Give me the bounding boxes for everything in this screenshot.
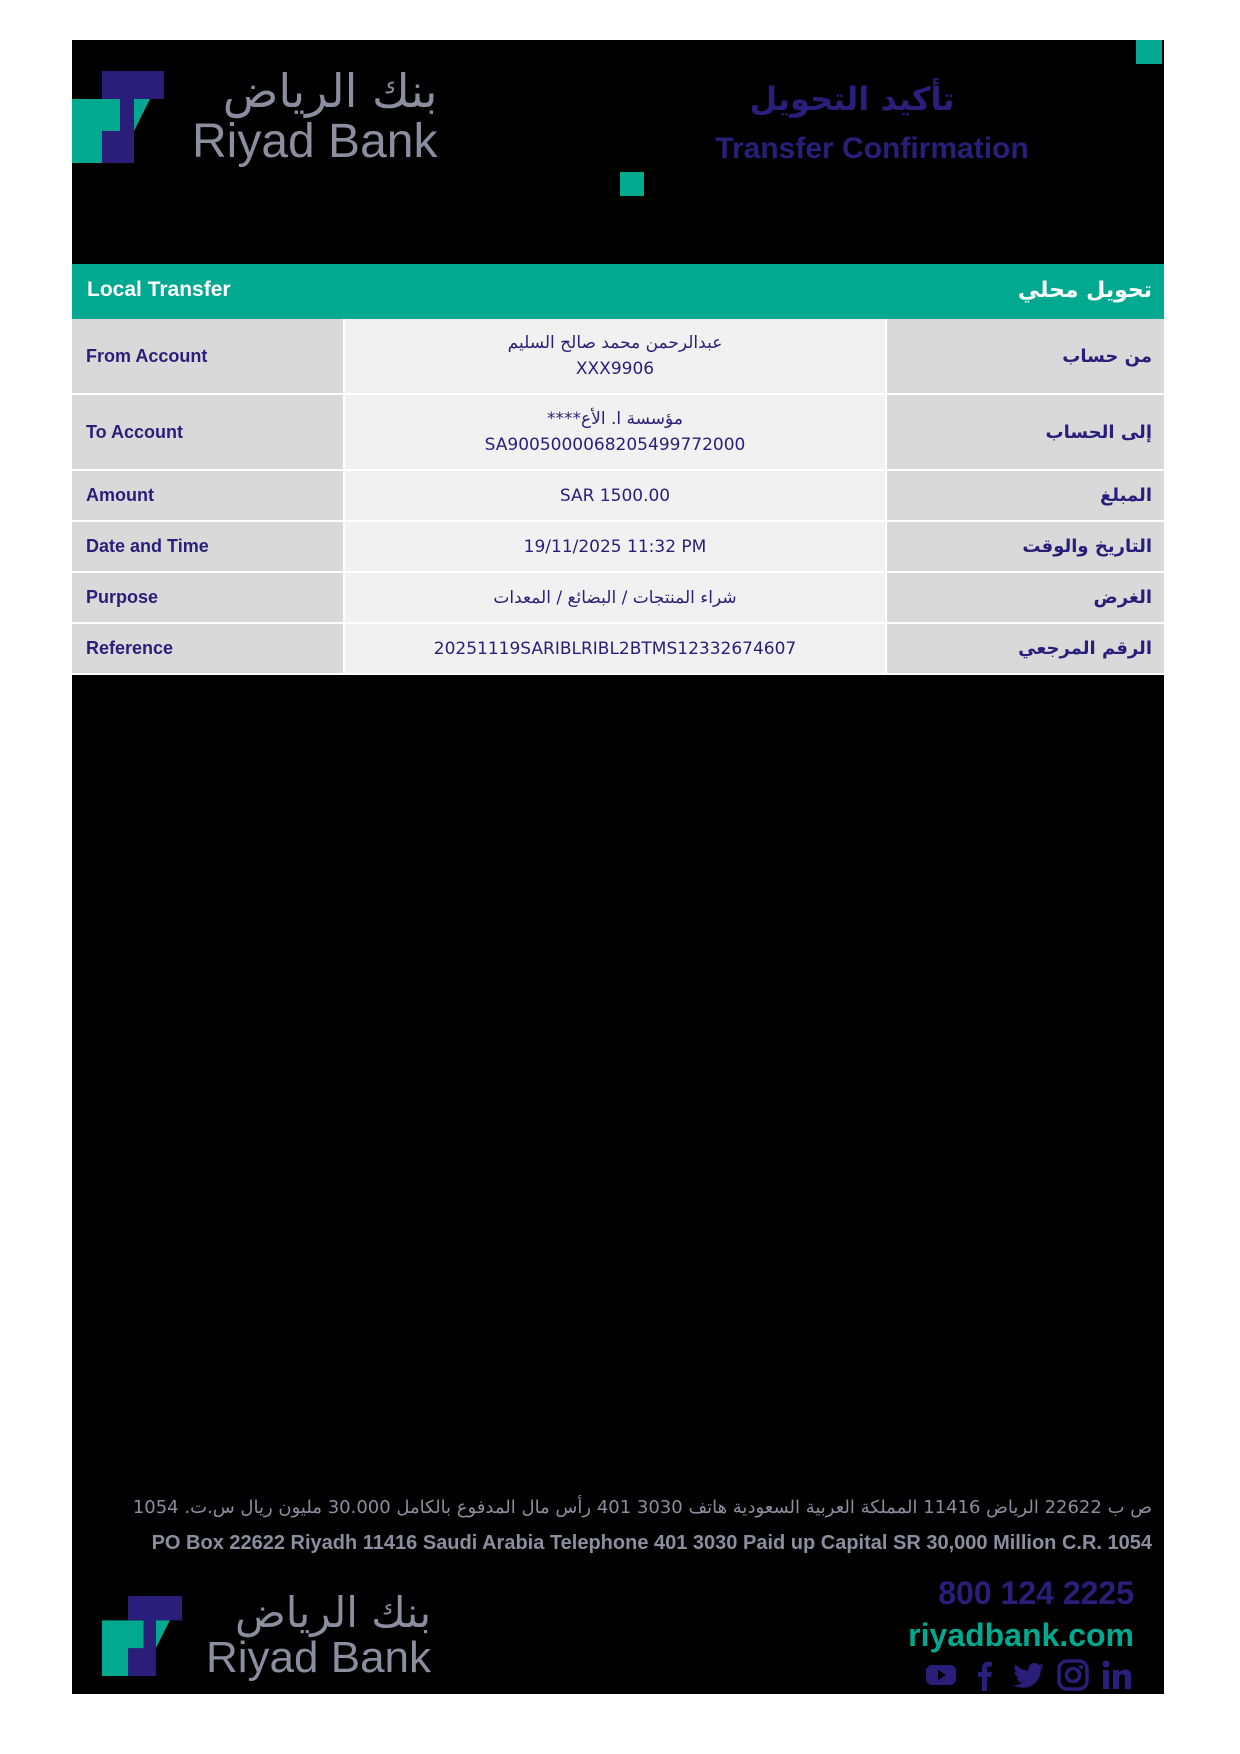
website-link[interactable]: riyadbank.com [908,1617,1134,1653]
riyad-bank-logo [72,64,438,168]
logo-english-text: Riyad Bank [206,1633,432,1682]
row-label: Date and Time [72,522,343,571]
row-label-arabic: الرقم المرجعي [887,624,1164,673]
footer-address-arabic: ص ب 22622 الرياض 11416 المملكة العربية السعودية هاتف 3030 401 رأس مال المدفوع بالكامل 30.000 مليون ريال س.ت. 1054 [132,1497,1152,1518]
riyad-bank-footer-logo [102,1588,432,1682]
row-value [343,395,887,469]
table-row-amount [72,471,1164,522]
row-label: From Account [72,319,343,393]
linkedin-icon[interactable] [1100,1658,1134,1692]
row-value-line2: SA9005000068205499772000 [484,435,746,455]
row-value-line1: 19/11/2025 11:32 PM [523,536,707,557]
youtube-icon[interactable] [924,1658,958,1692]
row-label: To Account [72,395,343,469]
row-value [343,522,887,571]
section-header [72,264,1164,319]
document-page [72,40,1164,1694]
row-value-line1: عبدالرحمن محمد صالح السليم [507,333,723,353]
row-value [343,319,887,393]
row-label: Reference [72,624,343,673]
row-value-line1: 20251119SARIBLRIBL2BTMS12332674607 [433,638,797,659]
page-title: Transfer Confirmation [715,132,1029,165]
row-value [343,471,887,520]
logo-english-text: Riyad Bank [192,115,438,168]
table-row-date-time [72,522,1164,573]
row-label-arabic: الغرض [887,573,1164,622]
row-value-line1: مؤسسة ا. الأع**** [547,409,683,429]
logo-arabic-text: بنك الرياض [222,64,438,118]
row-value-line2: XXX9906 [575,359,655,379]
section-title: Local Transfer [87,278,231,301]
row-value [343,573,887,622]
table-row-reference [72,624,1164,675]
row-label: Purpose [72,573,343,622]
row-label-arabic: التاريخ والوقت [887,522,1164,571]
row-label-arabic: من حساب [887,319,1164,393]
twitter-icon[interactable] [1012,1658,1046,1692]
row-value [343,624,887,673]
table-row-from-account [72,319,1164,395]
riyad-bank-logo-icon [72,71,164,163]
page-title-arabic: تأكيد التحويل [749,80,955,118]
row-value-line1: شراء المنتجات / البضائع / المعدات [493,587,737,608]
decorative-square [620,172,644,196]
logo-arabic-text: بنك الرياض [235,1588,432,1637]
row-value-line1: SAR 1500.00 [559,485,671,506]
table-row-purpose [72,573,1164,624]
social-links [924,1658,1134,1692]
table-row-to-account [72,395,1164,471]
row-label-arabic: المبلغ [887,471,1164,520]
facebook-icon[interactable] [968,1658,1002,1692]
section-title-arabic: تحويل محلي [1017,278,1152,303]
transfer-details-table [72,319,1164,675]
row-label-arabic: إلى الحساب [887,395,1164,469]
footer-address: PO Box 22622 Riyadh 11416 Saudi Arabia Telephone 401 3030 Paid up Capital SR 30,000 Million C.R. 1054 [151,1532,1152,1554]
instagram-icon[interactable] [1056,1658,1090,1692]
riyad-bank-logo-icon [102,1596,182,1676]
contact-phone[interactable]: 800 124 2225 [938,1575,1134,1611]
row-label: Amount [72,471,343,520]
decorative-square [1136,40,1162,64]
